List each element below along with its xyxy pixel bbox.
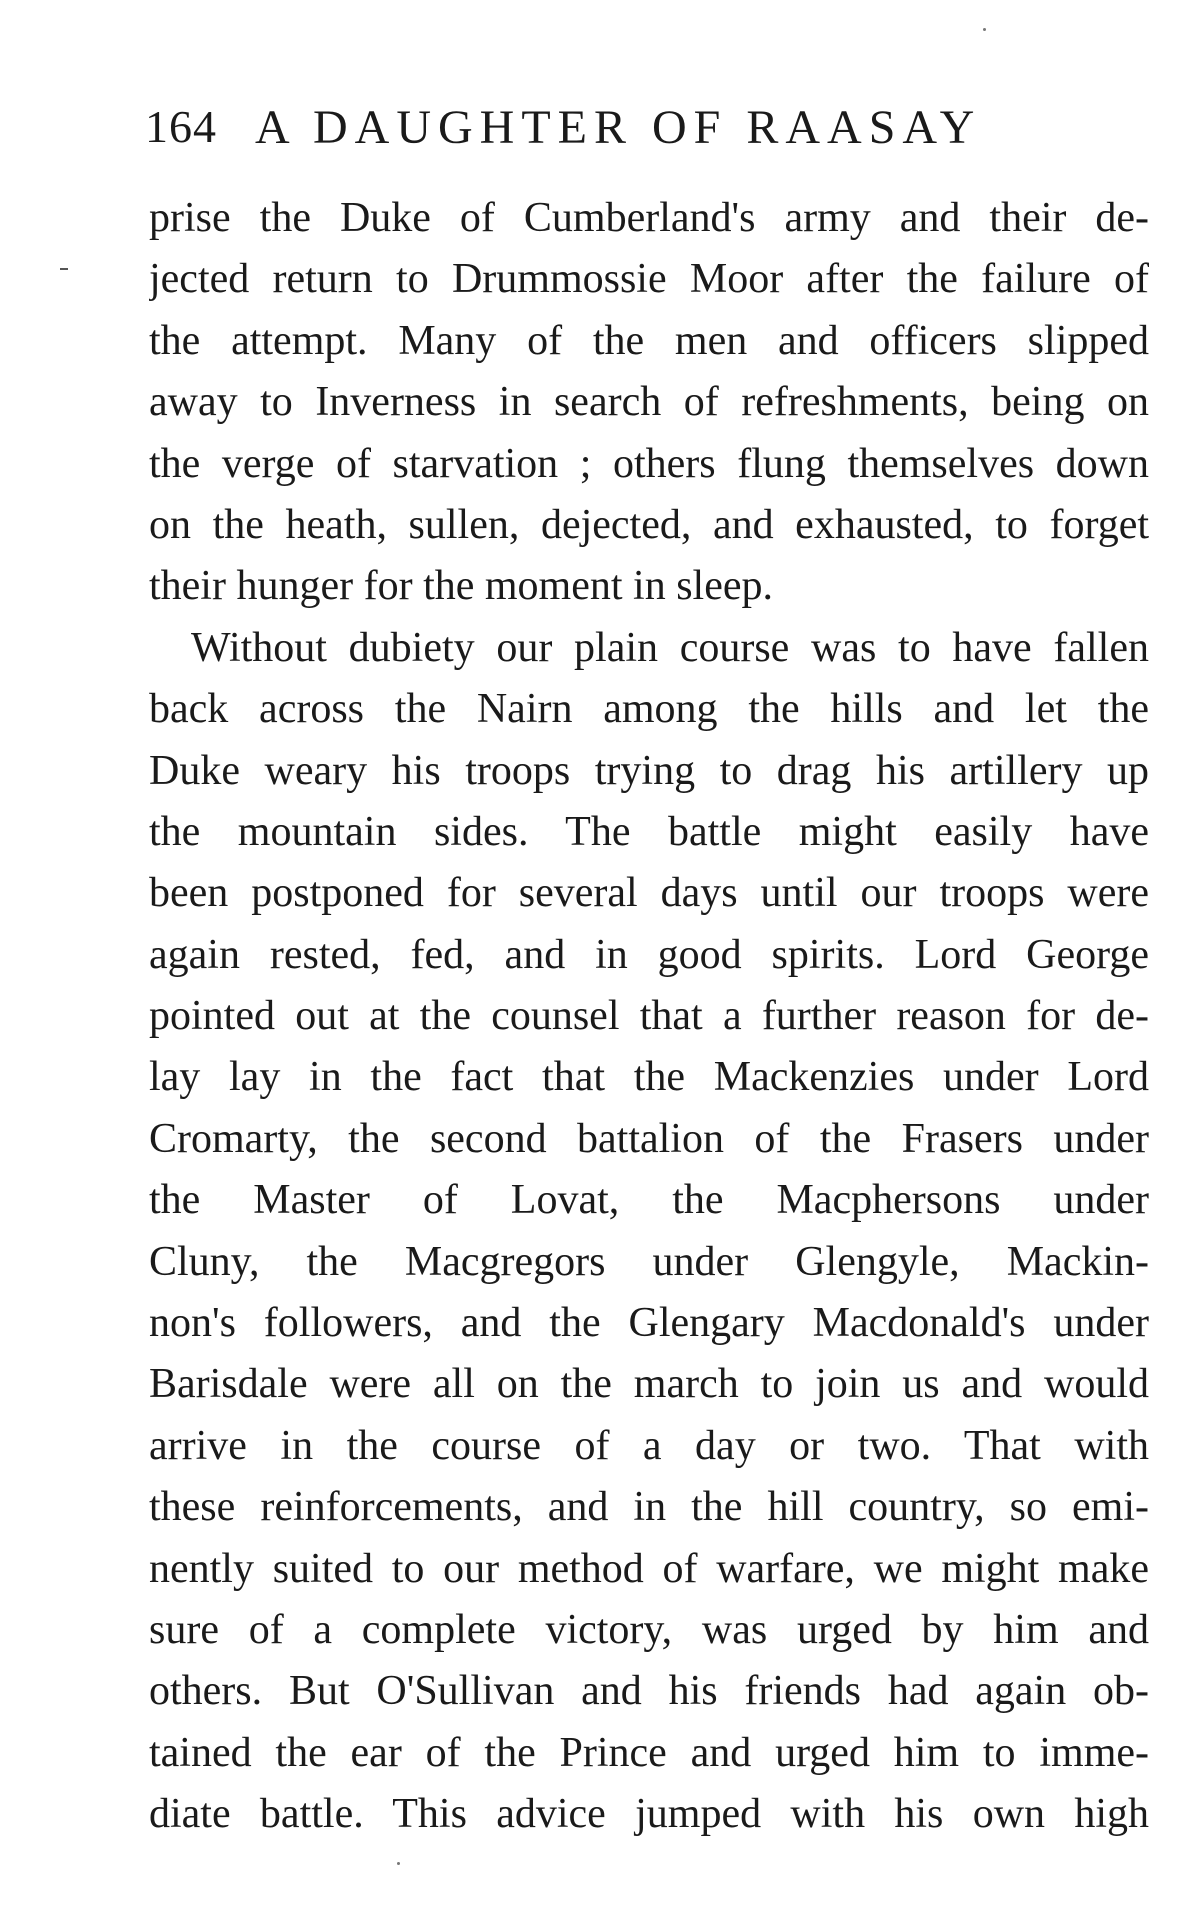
text-line: back across the Nairn among the hills and let the: [149, 686, 1149, 733]
text-line: Cromarty, the second battalion of the Frasers under: [149, 1115, 1149, 1162]
running-header: [145, 92, 1145, 162]
text-line: nently suited to our method of warfare, we might make: [149, 1545, 1149, 1592]
text-line: sure of a complete victory, was urged by him and: [149, 1606, 1149, 1653]
text-line: others. But O'Sullivan and his friends had again ob-: [149, 1668, 1149, 1715]
text-line: the mountain sides. The battle might easily have: [149, 808, 1149, 855]
paragraph-2: [149, 618, 1149, 1846]
text-line: their hunger for the moment in sleep.: [149, 563, 773, 610]
text-line: jected return to Drummossie Moor after the failure of: [149, 256, 1149, 303]
text-line: the attempt. Many of the men and officers slipped: [149, 317, 1149, 364]
text-line: Without dubiety our plain course was to have fallen: [191, 624, 1149, 671]
page-number: 164: [145, 101, 217, 152]
paragraph-1: [149, 188, 1149, 618]
text-line: lay lay in the fact that the Mackenzies under Lord: [149, 1054, 1149, 1101]
text-line: arrive in the course of a day or two. That with: [149, 1422, 1149, 1469]
text-line: the verge of starvation ; others flung themselves down: [149, 440, 1149, 487]
text-line: non's followers, and the Glengary Macdonald's under: [149, 1300, 1149, 1347]
text-line: these reinforcements, and in the hill country, so emi-: [149, 1484, 1149, 1531]
text-line: tained the ear of the Prince and urged him to imme-: [149, 1729, 1149, 1776]
text-line: the Master of Lovat, the Macphersons under: [149, 1177, 1149, 1224]
text-line: Duke weary his troops trying to drag his artillery up: [149, 747, 1149, 794]
text-line: pointed out at the counsel that a further reason for de-: [149, 993, 1149, 1040]
scan-speck: [983, 28, 986, 31]
text-line: prise the Duke of Cumberland's army and their de-: [149, 195, 1149, 241]
body-text: [149, 188, 1149, 1846]
text-line: diate battle. This advice jumped with his own high: [149, 1791, 1149, 1838]
text-line: on the heath, sullen, dejected, and exhausted, to forget: [149, 501, 1149, 548]
text-line: Barisdale were all on the march to join us and would: [149, 1361, 1149, 1408]
margin-mark: [60, 268, 68, 270]
text-line: away to Inverness in search of refreshments, being on: [149, 379, 1149, 426]
running-title: A DAUGHTER OF RAASAY: [255, 101, 982, 154]
text-line: again rested, fed, and in good spirits. Lord George: [149, 931, 1149, 978]
text-line: Cluny, the Macgregors under Glengyle, Mackin-: [149, 1238, 1149, 1285]
text-line: been postponed for several days until our troops were: [149, 870, 1149, 917]
scan-speck: [397, 1862, 400, 1865]
